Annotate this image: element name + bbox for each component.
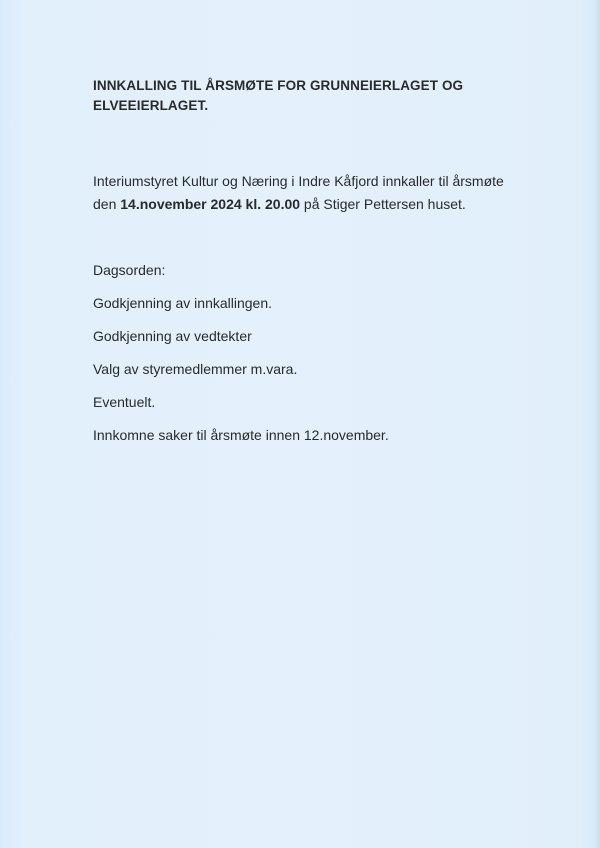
intro-paragraph (93, 170, 563, 216)
agenda-item: Eventuelt. (93, 394, 156, 410)
agenda-item: Innkomne saker til årsmøte innen 12.november. (93, 427, 389, 443)
agenda-item: Valg av styremedlemmer m.vara. (93, 361, 298, 377)
intro-line-1: Interiumstyret Kultur og Næring i Indre Kåfjord innkaller til årsmøte (93, 173, 504, 189)
meeting-date-time: 14.november 2024 kl. 20.00 (120, 196, 301, 212)
document-title (93, 76, 563, 116)
page-edge-shadow (594, 0, 600, 848)
agenda-heading: Dagsorden: (93, 262, 166, 278)
intro-line-2-suffix: på Stiger Pettersen huset. (300, 196, 466, 212)
agenda-section (93, 260, 563, 445)
agenda-item: Godkjenning av vedtekter (93, 328, 252, 344)
document-body (93, 76, 563, 458)
title-line-2: ELVEEIERLAGET. (93, 98, 209, 113)
agenda-item: Godkjenning av innkallingen. (93, 295, 273, 311)
intro-line-2-prefix: den (93, 196, 121, 212)
title-line-1: INNKALLING TIL ÅRSMØTE FOR GRUNNEIERLAGET OG (93, 78, 464, 93)
